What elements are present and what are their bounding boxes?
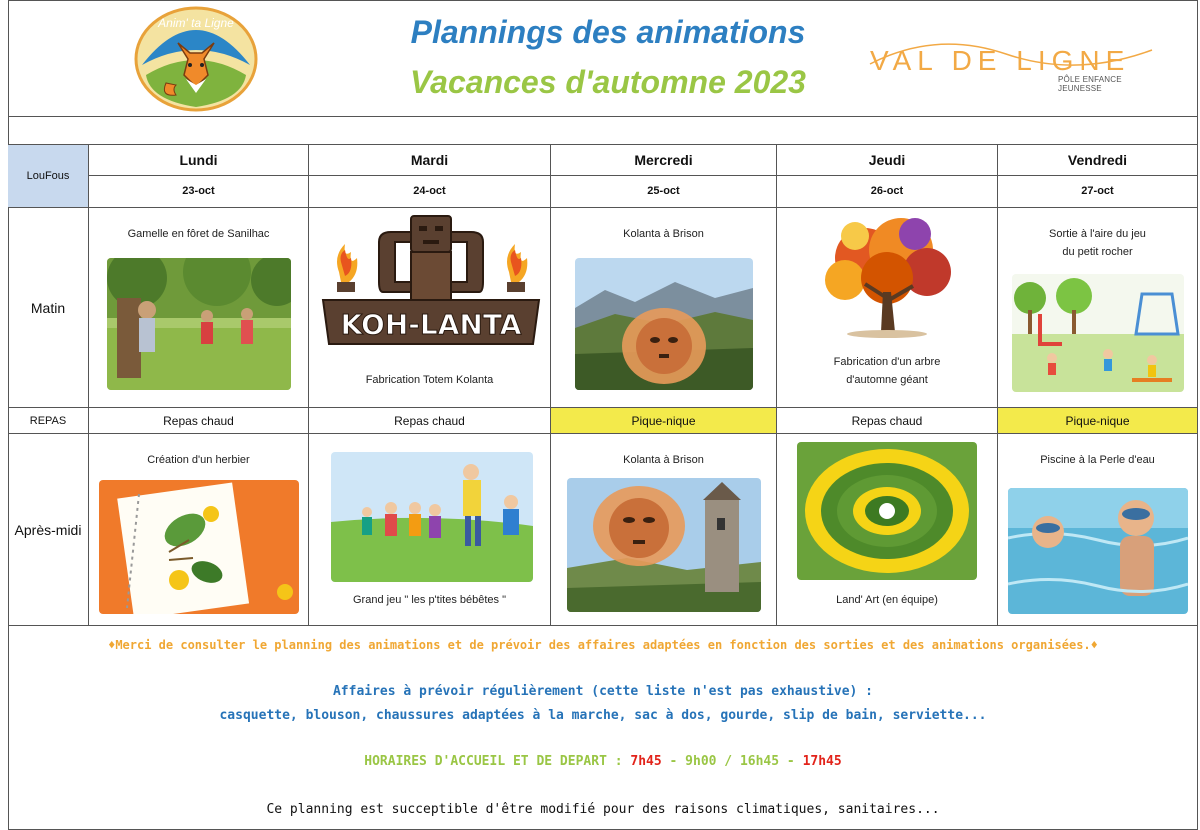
footer-items-list: casquette, blouson, chaussures adaptées à la marche, sac à dos, gourde, slip de bain, serviette... — [219, 708, 987, 723]
hours-time-1: 7h45 — [630, 754, 662, 769]
day-date: 25-oct — [551, 176, 777, 208]
activity-text-line2: du petit rocher — [1062, 246, 1133, 258]
herbarium-notebook-image — [99, 480, 299, 614]
day-name: Lundi — [89, 145, 309, 176]
morning-label: Matin — [8, 208, 89, 408]
activity-cell-thursday-afternoon — [777, 434, 998, 626]
activity-cell-tuesday-morning — [309, 208, 551, 408]
hours-label: HORAIRES D'ACCUEIL ET DE DEPART : — [364, 754, 631, 769]
children-running-image — [331, 452, 533, 582]
activity-text: Fabrication Totem Kolanta — [365, 374, 494, 386]
logo-right-subtitle: PÔLE ENFANCE JEUNESSE — [1058, 75, 1122, 93]
koh-lanta-totem-image — [319, 212, 543, 362]
lunch-cell-highlighted: Pique-nique — [551, 408, 777, 434]
hours-middle: - 9h00 / 16h45 - — [661, 754, 803, 769]
footer-notes — [8, 626, 1198, 830]
activity-cell-monday-afternoon — [89, 434, 309, 626]
activity-cell-thursday-morning — [777, 208, 998, 408]
activity-text: Land' Art (en équipe) — [836, 594, 938, 606]
anim-ta-ligne-logo — [132, 5, 260, 113]
activity-cell-wednesday-afternoon — [551, 434, 777, 626]
day-date: 24-oct — [309, 176, 551, 208]
spacer-row — [8, 117, 1198, 145]
activity-text: Kolanta à Brison — [623, 454, 704, 466]
activity-text: Piscine à la Perle d'eau — [1040, 454, 1155, 466]
activity-text: Kolanta à Brison — [623, 228, 704, 240]
footer-hours — [8, 754, 1198, 769]
activity-text: Gamelle en fôret de Sanilhac — [127, 228, 270, 240]
lunch-cell: Repas chaud — [309, 408, 551, 434]
children-playing-forest-image — [107, 258, 291, 390]
day-name: Vendredi — [998, 145, 1198, 176]
koh-lanta-image-text: KOH-LANTA — [340, 308, 522, 341]
lunch-cell: Repas chaud — [89, 408, 309, 434]
mountain-totem-mask-image — [575, 258, 753, 390]
val-de-ligne-logo — [866, 20, 1156, 93]
kids-swimming-image — [1008, 488, 1188, 614]
header — [8, 0, 1198, 117]
footer-items-title: Affaires à prévoir régulièrement (cette liste n'est pas exhaustive) : — [332, 684, 874, 699]
day-date: 26-oct — [777, 176, 998, 208]
day-date: 27-oct — [998, 176, 1198, 208]
activity-cell-monday-morning — [89, 208, 309, 408]
activity-text: Grand jeu " les p'tites bébêtes " — [353, 594, 506, 606]
day-name: Jeudi — [777, 145, 998, 176]
page-subtitle: Vacances d'automne 2023 — [410, 64, 806, 100]
logo-right-text: VAL DE LIGNE — [870, 45, 1131, 76]
tower-totem-mask-image — [567, 478, 761, 612]
day-name: Mercredi — [551, 145, 777, 176]
afternoon-label: Après-midi — [8, 434, 89, 626]
activity-cell-friday-morning — [998, 208, 1198, 408]
activity-text-line1: Fabrication d'un arbre — [833, 356, 941, 368]
playground-image — [1012, 274, 1184, 392]
activity-text-line1: Sortie à l'aire du jeu — [1049, 228, 1146, 240]
autumn-tree-image — [805, 214, 971, 344]
activity-cell-wednesday-morning — [551, 208, 777, 408]
page-title: Plannings des animations — [410, 14, 806, 50]
footer-notice: ♦Merci de consulter le planning des animations et de prévoir des affaires adaptées en fonction des sorties et des animations organisées.♦ — [108, 638, 1098, 652]
logo-left-text: Anim' ta Ligne — [158, 16, 234, 30]
activity-cell-tuesday-afternoon — [309, 434, 551, 626]
group-label: LouFous — [8, 145, 89, 208]
footer-disclaimer: Ce planning est succeptible d'être modifié pour des raisons climatiques, sanitaires... — [266, 802, 940, 817]
lunch-label: REPAS — [8, 408, 89, 434]
hours-time-2: 17h45 — [802, 754, 842, 769]
day-date: 23-oct — [89, 176, 309, 208]
activity-cell-friday-afternoon — [998, 434, 1198, 626]
lunch-cell-highlighted: Pique-nique — [998, 408, 1198, 434]
day-name: Mardi — [309, 145, 551, 176]
lunch-cell: Repas chaud — [777, 408, 998, 434]
activity-text-line2: d'automne géant — [846, 374, 928, 386]
flower-land-art-image — [797, 442, 977, 580]
activity-text: Création d'un herbier — [147, 454, 250, 466]
